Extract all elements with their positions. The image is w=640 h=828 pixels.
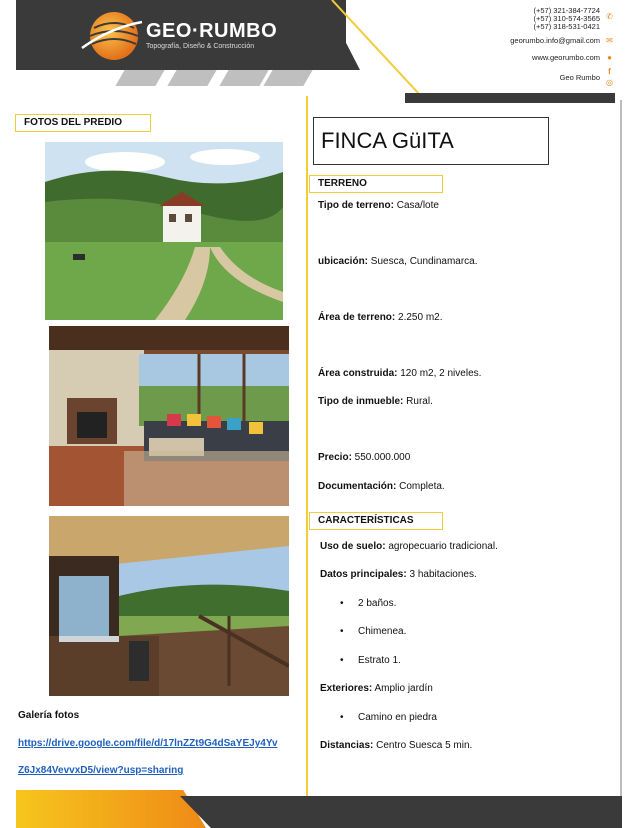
gallery-link-continued[interactable]: Z6Jx84VevvxD5/view?usp=sharing bbox=[18, 765, 184, 776]
header-stripe bbox=[263, 70, 312, 86]
tipo-terreno: Tipo de terreno: Casa/lote bbox=[318, 200, 439, 211]
documentacion: Documentación: Completa. bbox=[318, 481, 445, 492]
fotos-label: FOTOS DEL PREDIO bbox=[15, 114, 151, 132]
gallery-link[interactable]: https://drive.google.com/file/d/17lnZZt9G4dSaYEJy4Yv bbox=[18, 738, 278, 749]
website-text[interactable]: www.georumbo.com bbox=[532, 53, 600, 62]
uso-suelo: Uso de suelo: agropecuario tradicional. bbox=[320, 541, 498, 552]
facebook-icon: f bbox=[608, 67, 611, 76]
terreno-label: TERRENO bbox=[309, 175, 443, 193]
area-construida: Área construida: 120 m2, 2 niveles. bbox=[318, 368, 482, 379]
header-stripe bbox=[115, 70, 164, 86]
phone-3: (+57) 318-531-0421 bbox=[533, 22, 600, 31]
exteriores: Exteriores: Amplio jardín bbox=[320, 683, 433, 694]
whatsapp-icon: ✆ bbox=[606, 12, 613, 21]
area-terreno: Área de terreno: 2.250 m2. bbox=[318, 312, 443, 323]
right-border bbox=[620, 100, 622, 808]
gallery-label: Galería fotos bbox=[18, 710, 80, 721]
photo-terrace bbox=[49, 516, 289, 696]
list-item: • Estrato 1. bbox=[358, 655, 401, 666]
photo-living-room bbox=[49, 326, 289, 506]
email-text[interactable]: georumbo.info@gmail.com bbox=[510, 36, 600, 45]
brand-name: GEO·RUMBO bbox=[146, 20, 278, 42]
photo-exterior bbox=[45, 142, 283, 320]
logo-globe-icon bbox=[80, 8, 144, 64]
phone-1: (+57) 321-384-7724 bbox=[533, 6, 600, 15]
instagram-icon: ◎ bbox=[606, 78, 613, 87]
tipo-inmueble: Tipo de inmueble: Rural. bbox=[318, 396, 433, 407]
social-text: Geo Rumbo bbox=[559, 73, 600, 82]
footer-dark-band bbox=[180, 796, 622, 828]
phone-2: (+57) 310-574-3565 bbox=[533, 14, 600, 23]
ubicacion: ubicación: Suesca, Cundinamarca. bbox=[318, 256, 478, 267]
list-item: • Chimenea. bbox=[358, 626, 406, 637]
caracteristicas-label: CARACTERÍSTICAS bbox=[309, 512, 443, 530]
header-gold-line bbox=[330, 0, 430, 104]
property-title: FINCA GüITA bbox=[313, 117, 549, 165]
mail-icon: ✉ bbox=[606, 36, 613, 45]
list-item: • 2 baños. bbox=[358, 598, 396, 609]
header-stripe bbox=[167, 70, 216, 86]
list-item: • Camino en piedra bbox=[358, 712, 437, 723]
brand-tagline: Topografía, Diseño & Construcción bbox=[146, 43, 255, 50]
distancias: Distancias: Centro Suesca 5 min. bbox=[320, 740, 473, 751]
header-stripe bbox=[219, 70, 268, 86]
precio: Precio: 550.000.000 bbox=[318, 452, 411, 463]
globe-icon: ● bbox=[607, 53, 612, 62]
datos-principales: Datos principales: 3 habitaciones. bbox=[320, 569, 477, 580]
footer-gold-band bbox=[16, 790, 206, 828]
header-right-bar bbox=[405, 93, 615, 103]
column-divider bbox=[306, 96, 308, 808]
